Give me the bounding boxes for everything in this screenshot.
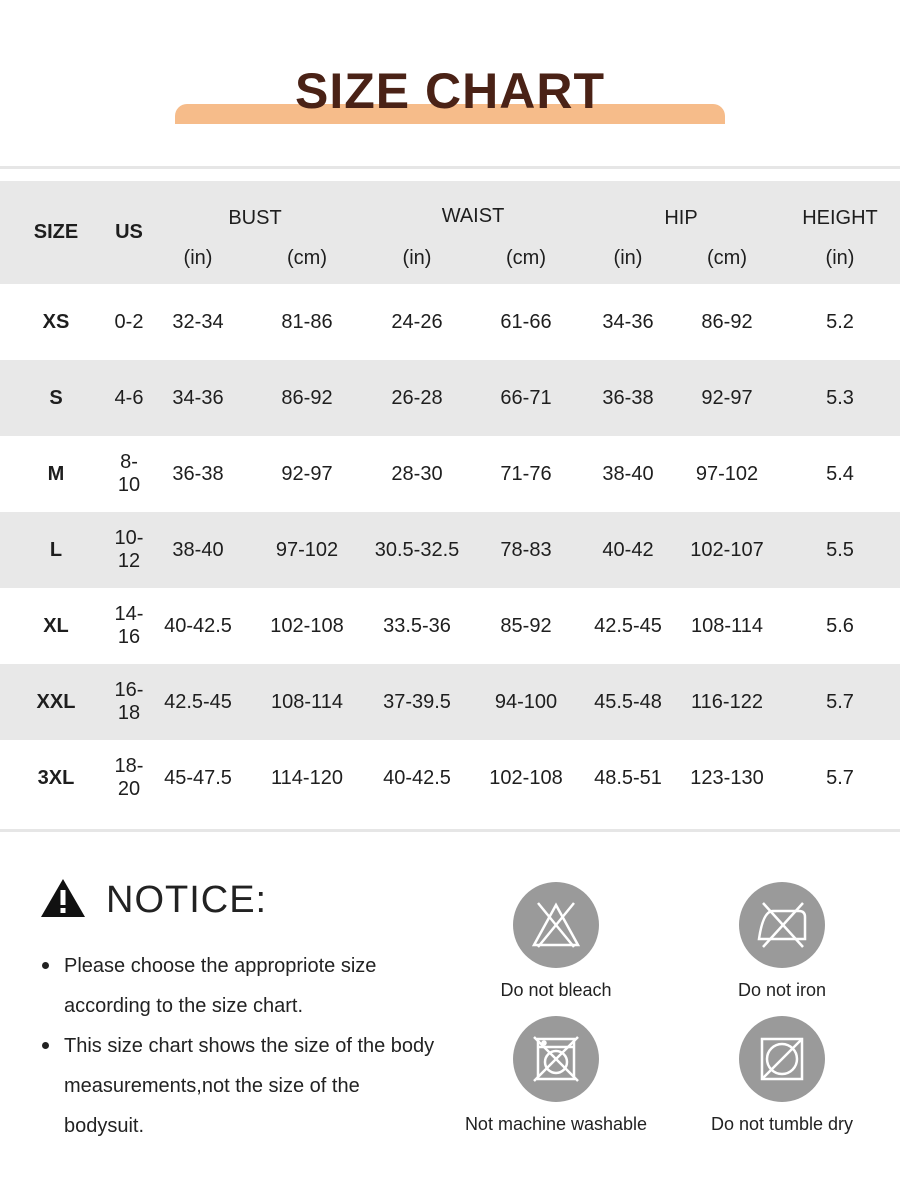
cell-height-in: 5.7 <box>826 690 854 713</box>
cell-hip-in: 40-42 <box>602 538 654 561</box>
cell-size: L <box>49 538 63 561</box>
cell-bust-cm: 97-102 <box>275 538 339 561</box>
cell-size: XL <box>43 614 69 637</box>
header-us: US <box>115 221 143 243</box>
care-label: Not machine washable <box>464 1114 648 1134</box>
cell-size: 3XL <box>37 766 75 789</box>
cell-height-in: 5.5 <box>826 538 854 561</box>
care-label: Do not iron <box>737 980 827 1000</box>
cell-hip-cm: 102-107 <box>690 538 764 561</box>
cell-hip-in: 36-38 <box>602 386 654 409</box>
cell-bust-cm: 81-86 <box>281 310 333 333</box>
header-hip: HIP <box>664 207 698 229</box>
cell-us: 10-12 <box>114 527 144 572</box>
care-label: Do not bleach <box>500 980 612 1000</box>
divider-top <box>0 166 900 169</box>
cell-bust-cm: 114-120 <box>271 766 343 789</box>
cell-hip-cm: 92-97 <box>701 386 753 409</box>
cell-waist-cm: 66-71 <box>500 386 552 409</box>
notice-item: This size chart shows the size of the body measurements,not the size of the bodysuit. <box>40 1026 440 1146</box>
table-row <box>0 740 900 816</box>
cell-bust-cm: 102-108 <box>270 614 344 637</box>
cell-us: 0-2 <box>114 310 144 333</box>
table-row <box>0 360 900 436</box>
header-size: SIZE <box>33 221 79 243</box>
cell-size: M <box>47 462 65 485</box>
cell-size: XS <box>42 310 70 333</box>
size-table-body <box>0 284 900 816</box>
cell-hip-in: 48.5-51 <box>594 766 662 789</box>
cell-us: 16-18 <box>114 679 144 724</box>
unit-cm: (cm) <box>287 246 327 269</box>
cell-waist-cm: 85-92 <box>500 614 552 637</box>
unit-in: (in) <box>825 246 855 269</box>
cell-hip-cm: 86-92 <box>701 310 753 333</box>
cell-bust-in: 42.5-45 <box>164 690 232 713</box>
cell-waist-in: 30.5-32.5 <box>374 538 460 561</box>
cell-waist-in: 40-42.5 <box>383 766 451 789</box>
notice-list <box>40 946 440 1146</box>
unit-cm: (cm) <box>707 246 747 269</box>
cell-waist-in: 26-28 <box>391 386 443 409</box>
cell-waist-in: 37-39.5 <box>383 690 451 713</box>
cell-height-in: 5.6 <box>826 614 854 637</box>
cell-bust-cm: 92-97 <box>281 462 333 485</box>
cell-bust-in: 34-36 <box>172 386 224 409</box>
page-title: SIZE CHART <box>295 63 605 119</box>
care-no-machine-wash <box>441 1016 671 1135</box>
cell-hip-cm: 97-102 <box>695 462 759 485</box>
notice-title: NOTICE: <box>106 879 268 921</box>
bullet-icon <box>42 1042 49 1049</box>
table-row <box>0 512 900 588</box>
no-tumble-dry-icon <box>739 1016 825 1102</box>
divider-bottom <box>0 829 900 832</box>
header-waist: WAIST <box>441 205 505 227</box>
header-bust: BUST <box>228 207 282 229</box>
notice-header <box>40 878 267 923</box>
size-table <box>0 181 900 816</box>
cell-size: S <box>49 386 63 409</box>
care-no-bleach <box>441 882 671 1001</box>
cell-bust-in: 45-47.5 <box>164 766 232 789</box>
cell-hip-in: 34-36 <box>602 310 654 333</box>
table-row <box>0 664 900 740</box>
cell-waist-in: 33.5-36 <box>383 614 451 637</box>
cell-bust-in: 36-38 <box>172 462 224 485</box>
no-bleach-icon <box>513 882 599 968</box>
cell-hip-cm: 123-130 <box>690 766 764 789</box>
table-row <box>0 436 900 512</box>
cell-bust-cm: 108-114 <box>271 690 343 713</box>
care-no-iron <box>667 882 897 1001</box>
cell-bust-cm: 86-92 <box>281 386 333 409</box>
cell-us: 14-16 <box>114 603 144 648</box>
cell-height-in: 5.4 <box>826 462 854 485</box>
no-machine-wash-icon <box>513 1016 599 1102</box>
unit-cm: (cm) <box>506 246 546 269</box>
cell-size: XXL <box>36 690 76 713</box>
cell-height-in: 5.2 <box>826 310 854 333</box>
table-row <box>0 284 900 360</box>
cell-waist-cm: 61-66 <box>500 310 552 333</box>
header-height: HEIGHT <box>802 207 878 229</box>
cell-height-in: 5.7 <box>826 766 854 789</box>
table-row <box>0 588 900 664</box>
cell-us: 8-10 <box>117 451 141 496</box>
cell-hip-cm: 116-122 <box>691 690 763 713</box>
unit-in: (in) <box>402 246 432 269</box>
warning-icon <box>40 878 86 923</box>
cell-height-in: 5.3 <box>826 386 854 409</box>
bullet-icon <box>42 962 49 969</box>
cell-hip-in: 42.5-45 <box>594 614 662 637</box>
cell-waist-in: 28-30 <box>391 462 443 485</box>
no-iron-icon <box>739 882 825 968</box>
cell-bust-in: 40-42.5 <box>164 614 232 637</box>
notice-item: Please choose the appropriote size according to the size chart. <box>40 946 440 1026</box>
cell-hip-in: 45.5-48 <box>594 690 662 713</box>
cell-bust-in: 32-34 <box>172 310 224 333</box>
cell-waist-cm: 102-108 <box>489 766 563 789</box>
cell-hip-in: 38-40 <box>602 462 654 485</box>
cell-bust-in: 38-40 <box>172 538 224 561</box>
cell-waist-cm: 78-83 <box>500 538 552 561</box>
cell-us: 18-20 <box>114 755 144 800</box>
unit-in: (in) <box>613 246 643 269</box>
unit-in: (in) <box>183 246 213 269</box>
title-section <box>0 0 900 170</box>
cell-waist-in: 24-26 <box>391 310 443 333</box>
cell-us: 4-6 <box>114 386 144 409</box>
cell-hip-cm: 108-114 <box>691 614 763 637</box>
cell-waist-cm: 94-100 <box>494 690 558 713</box>
care-label: Do not tumble dry <box>710 1114 854 1134</box>
care-no-tumble-dry <box>667 1016 897 1135</box>
cell-waist-cm: 71-76 <box>500 462 552 485</box>
